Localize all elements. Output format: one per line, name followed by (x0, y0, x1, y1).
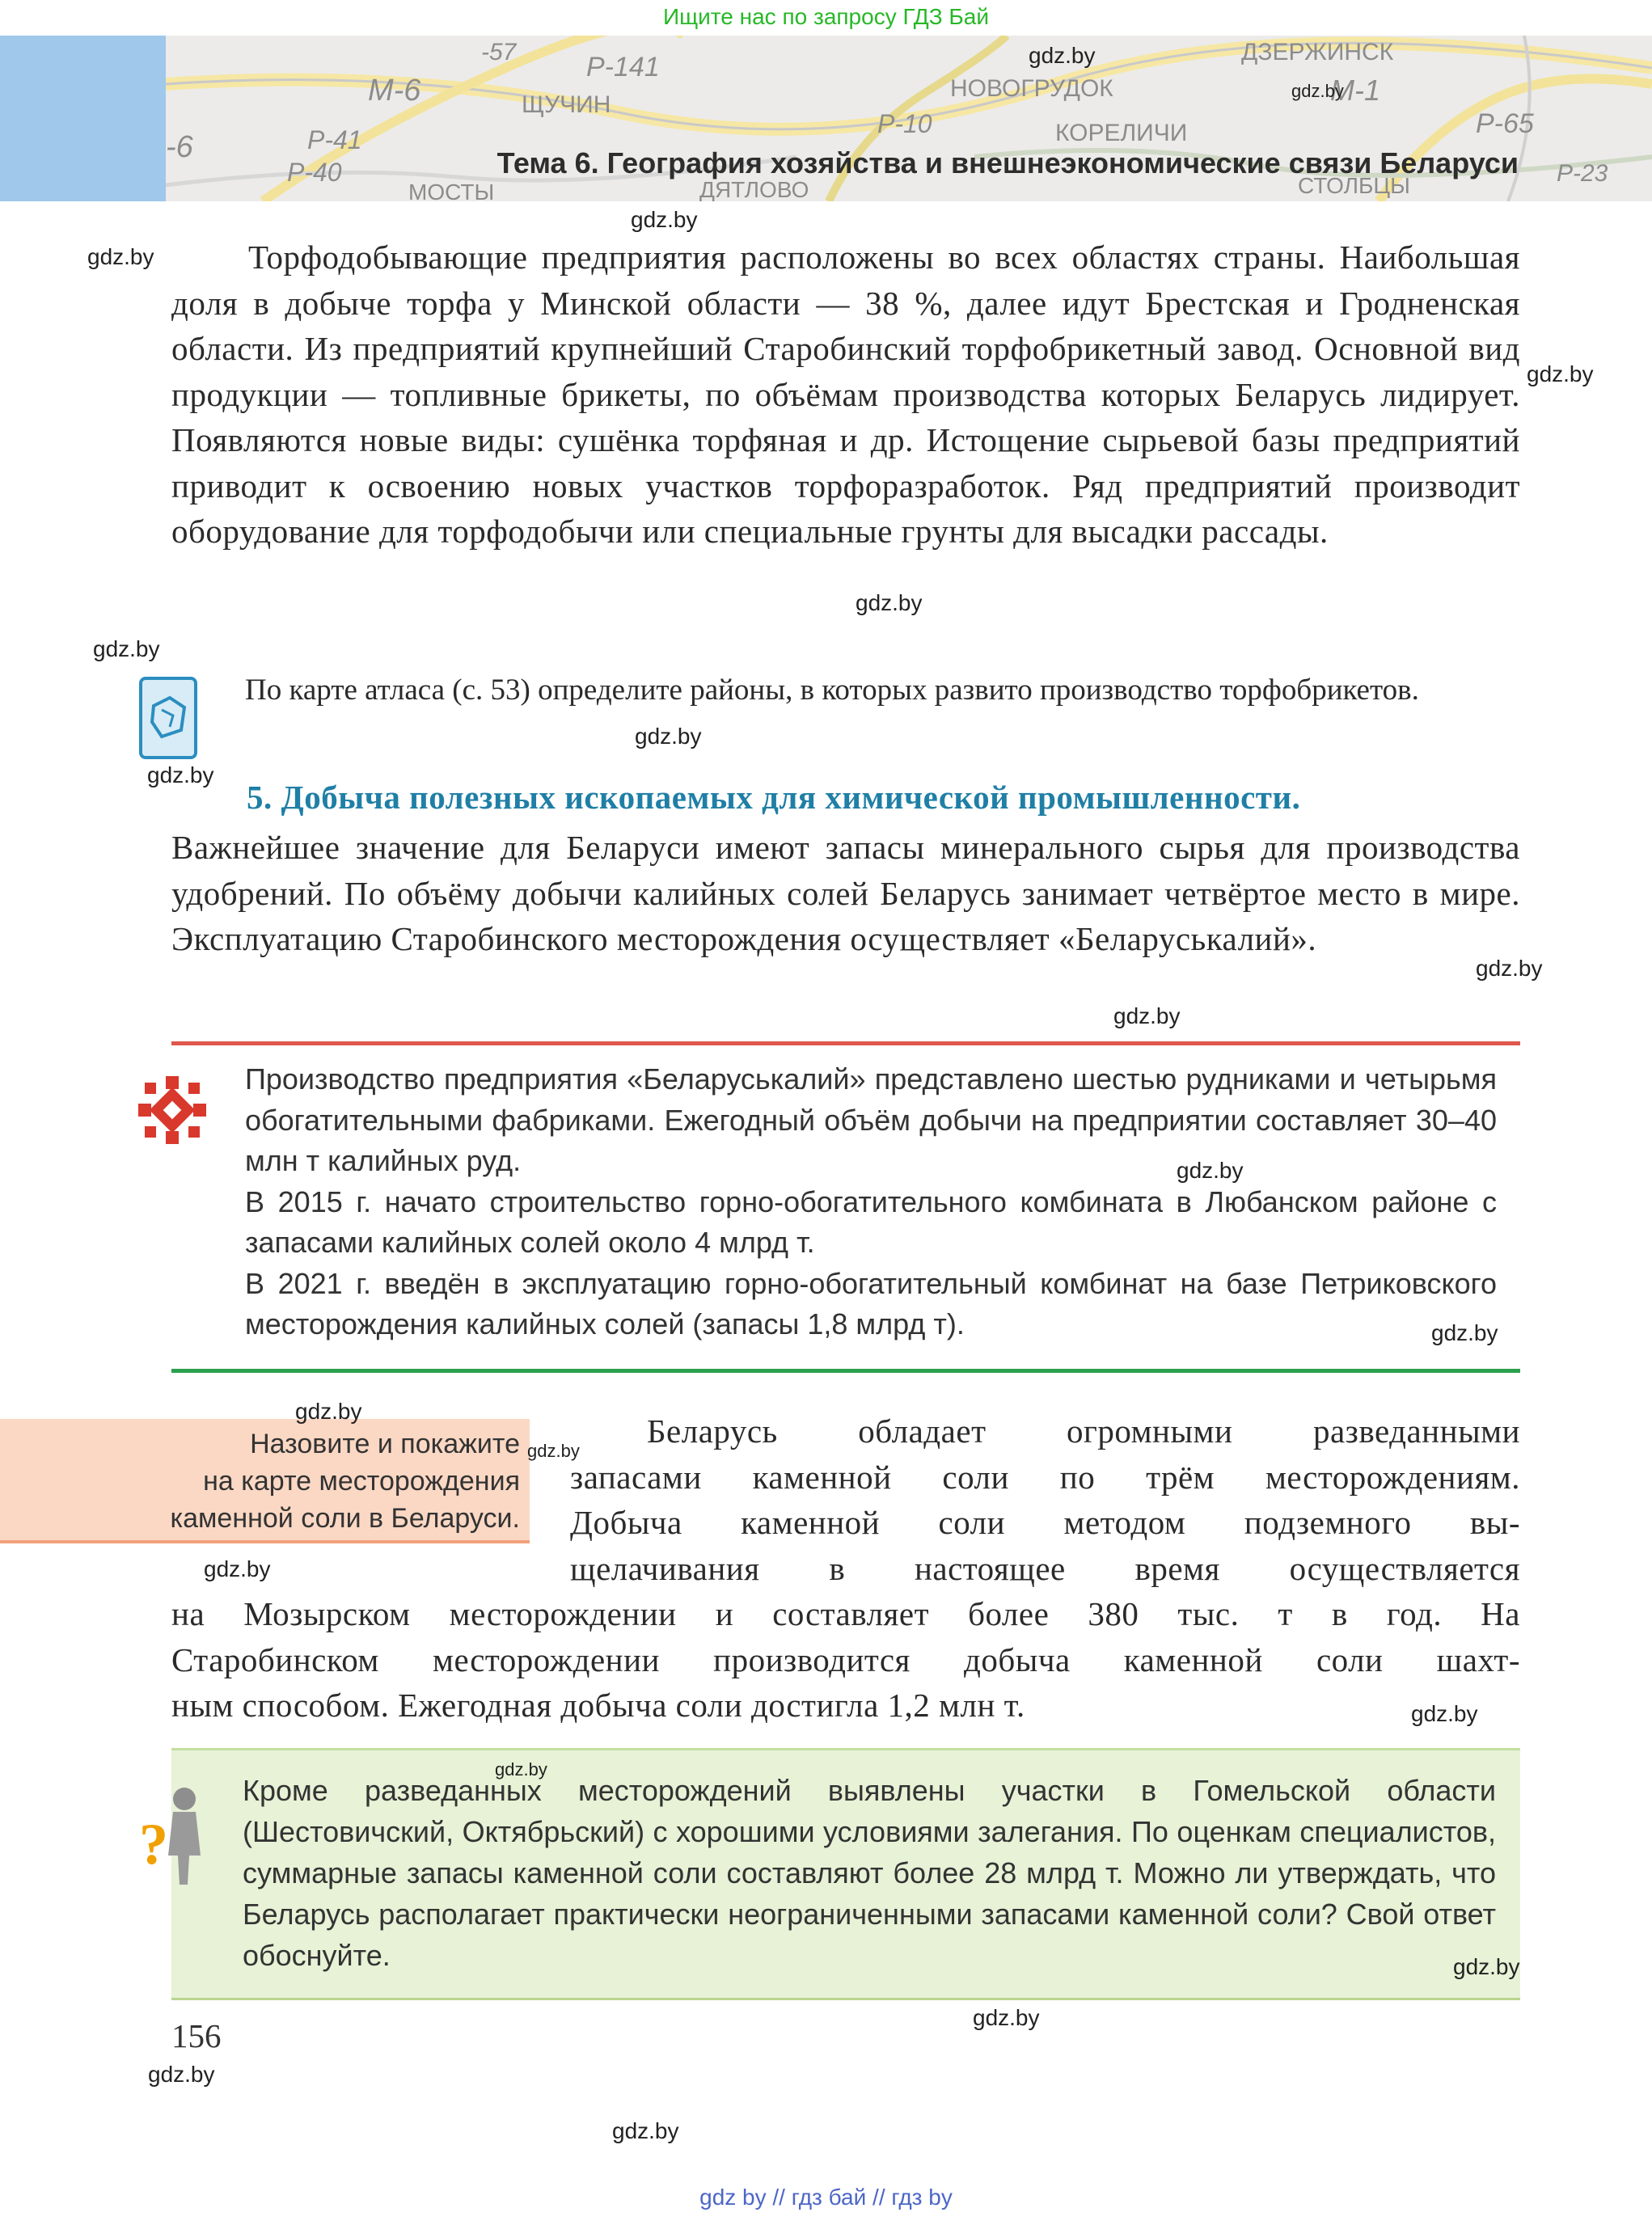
watermark: gdz.by (204, 1556, 271, 1581)
section-heading: 5. Добыча полезных ископаемых для химической промышленности. (247, 779, 1301, 816)
svg-text:?: ? (139, 1812, 168, 1877)
side-task-text: Назовите и покажите на карте месторождения каменной соли в Беларуси. (170, 1429, 520, 1534)
map-label: СТОЛБЦЫ (1298, 173, 1410, 198)
map-label: КОРЕЛИЧИ (1055, 120, 1188, 146)
map-label: МОСТЫ (408, 179, 495, 201)
salt-line: на Мозырском месторождении и составляет более 380 тыс. т в год. На (171, 1595, 1520, 1632)
salt-line: Старобинском месторождении производится добыча каменной соли шахт- (171, 1640, 1520, 1678)
section-text-content: Важнейшее значение для Беларуси имеют запасы минерального сырья для производства удобрений. По объёму добычи калийных солей Беларусь занимает четвёртое место в мире. Эксплуатацию Старобинского месторождения осуществляет «Беларуськалий». (171, 829, 1520, 957)
map-label: М-6 (368, 74, 421, 108)
page-header (0, 36, 1652, 201)
question-figure-icon (131, 1783, 220, 1888)
watermark: gdz.by (631, 207, 698, 232)
watermark: gdz.by (612, 2118, 679, 2143)
watermark: gdz.by (973, 2005, 1040, 2030)
ornament-star-icon (133, 1071, 211, 1149)
paragraph-peat-text: Торфодобывающие предприятия расположены во всех областях страны. Наибольшая доля в добыче торфа у Минской области — 38 %, далее идут Брестская и Гродненская области. Из предприятий крупнейший Старобинский торфобрикетный завод. Основной вид продукции — топливные брикеты, по объёмам производства которых Беларусь лидирует. Появляются новые виды: сушёнка торфяная и др. Истощение сырьевой базы предприятий приводит к освоению новых участков торфоразработок. Ряд предприятий производит оборудование для торфодобычи или специальные грунты для высадки рассады. (171, 239, 1520, 550)
watermark: gdz.by (1411, 1701, 1478, 1726)
watermark: gdz.by (1291, 81, 1344, 101)
watermark: gdz.by (635, 724, 702, 749)
salt-line: щелачивания в настоящее время осуществляется (570, 1549, 1520, 1587)
top-search-banner[interactable]: Ищите нас по запросу ГДЗ Бай (662, 4, 990, 29)
watermark: gdz.by (147, 762, 214, 787)
map-label: Р-41 (307, 125, 362, 154)
map-label: Р-65 (1476, 108, 1534, 139)
watermark: gdz.by (1453, 1954, 1520, 1979)
map-label: Р-40 (287, 158, 342, 187)
section-text (171, 825, 1520, 962)
info-paragraph: В 2015 г. начато строительство горно-обогатительного комбината в Любанском районе с запасами калийных солей около 4 млрд т. (245, 1184, 1497, 1259)
page-title: Тема 6. География хозяйства и внешнеэкономические связи Беларуси (496, 146, 1519, 179)
infobox-bottom-rule (171, 1369, 1520, 1373)
map-label: ДЯТЛОВО (699, 177, 809, 201)
salt-line: Добыча каменной соли методом подземного вы- (570, 1504, 1520, 1541)
watermark: gdz.by (1029, 43, 1096, 68)
atlas-task: По карте атласа (с. 53) определите районы, в которых развито производство торфобрикетов. (245, 673, 1419, 707)
map-label: НОВОГРУДОК (950, 75, 1113, 102)
watermark: gdz.by (527, 1441, 580, 1461)
watermark: gdz.by (148, 2062, 215, 2087)
page-number: 156 (171, 2017, 222, 2054)
map-label: М-1 (1330, 74, 1380, 107)
salt-paragraph (171, 1408, 1520, 1729)
infobox-top-rule (171, 1041, 1520, 1045)
watermark: gdz.by (1476, 956, 1543, 981)
watermark: gdz.by (87, 244, 154, 269)
map-label: Р-23 (1557, 160, 1608, 187)
atlas-icon (137, 673, 202, 762)
watermark: gdz.by (1431, 1320, 1498, 1345)
map-label: Р-10 (877, 109, 932, 138)
map-label: ДЗЕРЖИНСК (1241, 39, 1394, 65)
question-text: Кроме разведанных месторождений выявлены участки в Гомельской области (Шестовичский, Октябрьский) с хорошими условиями залегания. По оценкам специалистов, суммарные запасы каменной соли составляют более 28 млрд т. Можно ли утверждать, что Беларусь располагает практически неограниченными запасами каменной соли? Свой ответ обоснуйте. (243, 1774, 1496, 1972)
watermark: gdz.by (1527, 361, 1594, 386)
watermark: gdz.by (1177, 1158, 1244, 1183)
salt-line: запасами каменной соли по трём месторождениям. (570, 1458, 1520, 1496)
info-paragraph: Производство предприятия «Беларуськалий» представлено шестью рудниками и четырьмя обогатительными фабриками. Ежегодный объём добычи на предприятии составляет 30–40 млн т калийных руд. (245, 1062, 1497, 1177)
map-label: -6 (166, 130, 193, 164)
salt-line: Беларусь обладает огромными разведанными (647, 1412, 1520, 1450)
info-box (245, 1059, 1497, 1345)
watermark: gdz.by (495, 1759, 547, 1780)
map-label: Р-141 (586, 52, 660, 82)
watermark: gdz.by (856, 590, 923, 615)
header-color-tab (0, 36, 166, 201)
map-label: -57 (481, 39, 517, 65)
watermark: gdz.by (295, 1399, 362, 1424)
map-label: ЩУЧИН (522, 91, 611, 118)
watermark: gdz.by (93, 636, 160, 661)
salt-line: ным способом. Ежегодная добыча соли достигла 1,2 млн т. (171, 1687, 1025, 1724)
info-paragraph: В 2021 г. введён в эксплуатацию горно-обогатительный комбинат на базе Петриковского месторождения калийных солей (запасы 1,8 млрд т). (245, 1266, 1497, 1340)
question-box (171, 1748, 1520, 2000)
paragraph-peat (171, 234, 1520, 555)
footer-links[interactable]: gdz by // гдз бай // гдз by (699, 2185, 953, 2210)
watermark: gdz.by (1113, 1003, 1181, 1028)
